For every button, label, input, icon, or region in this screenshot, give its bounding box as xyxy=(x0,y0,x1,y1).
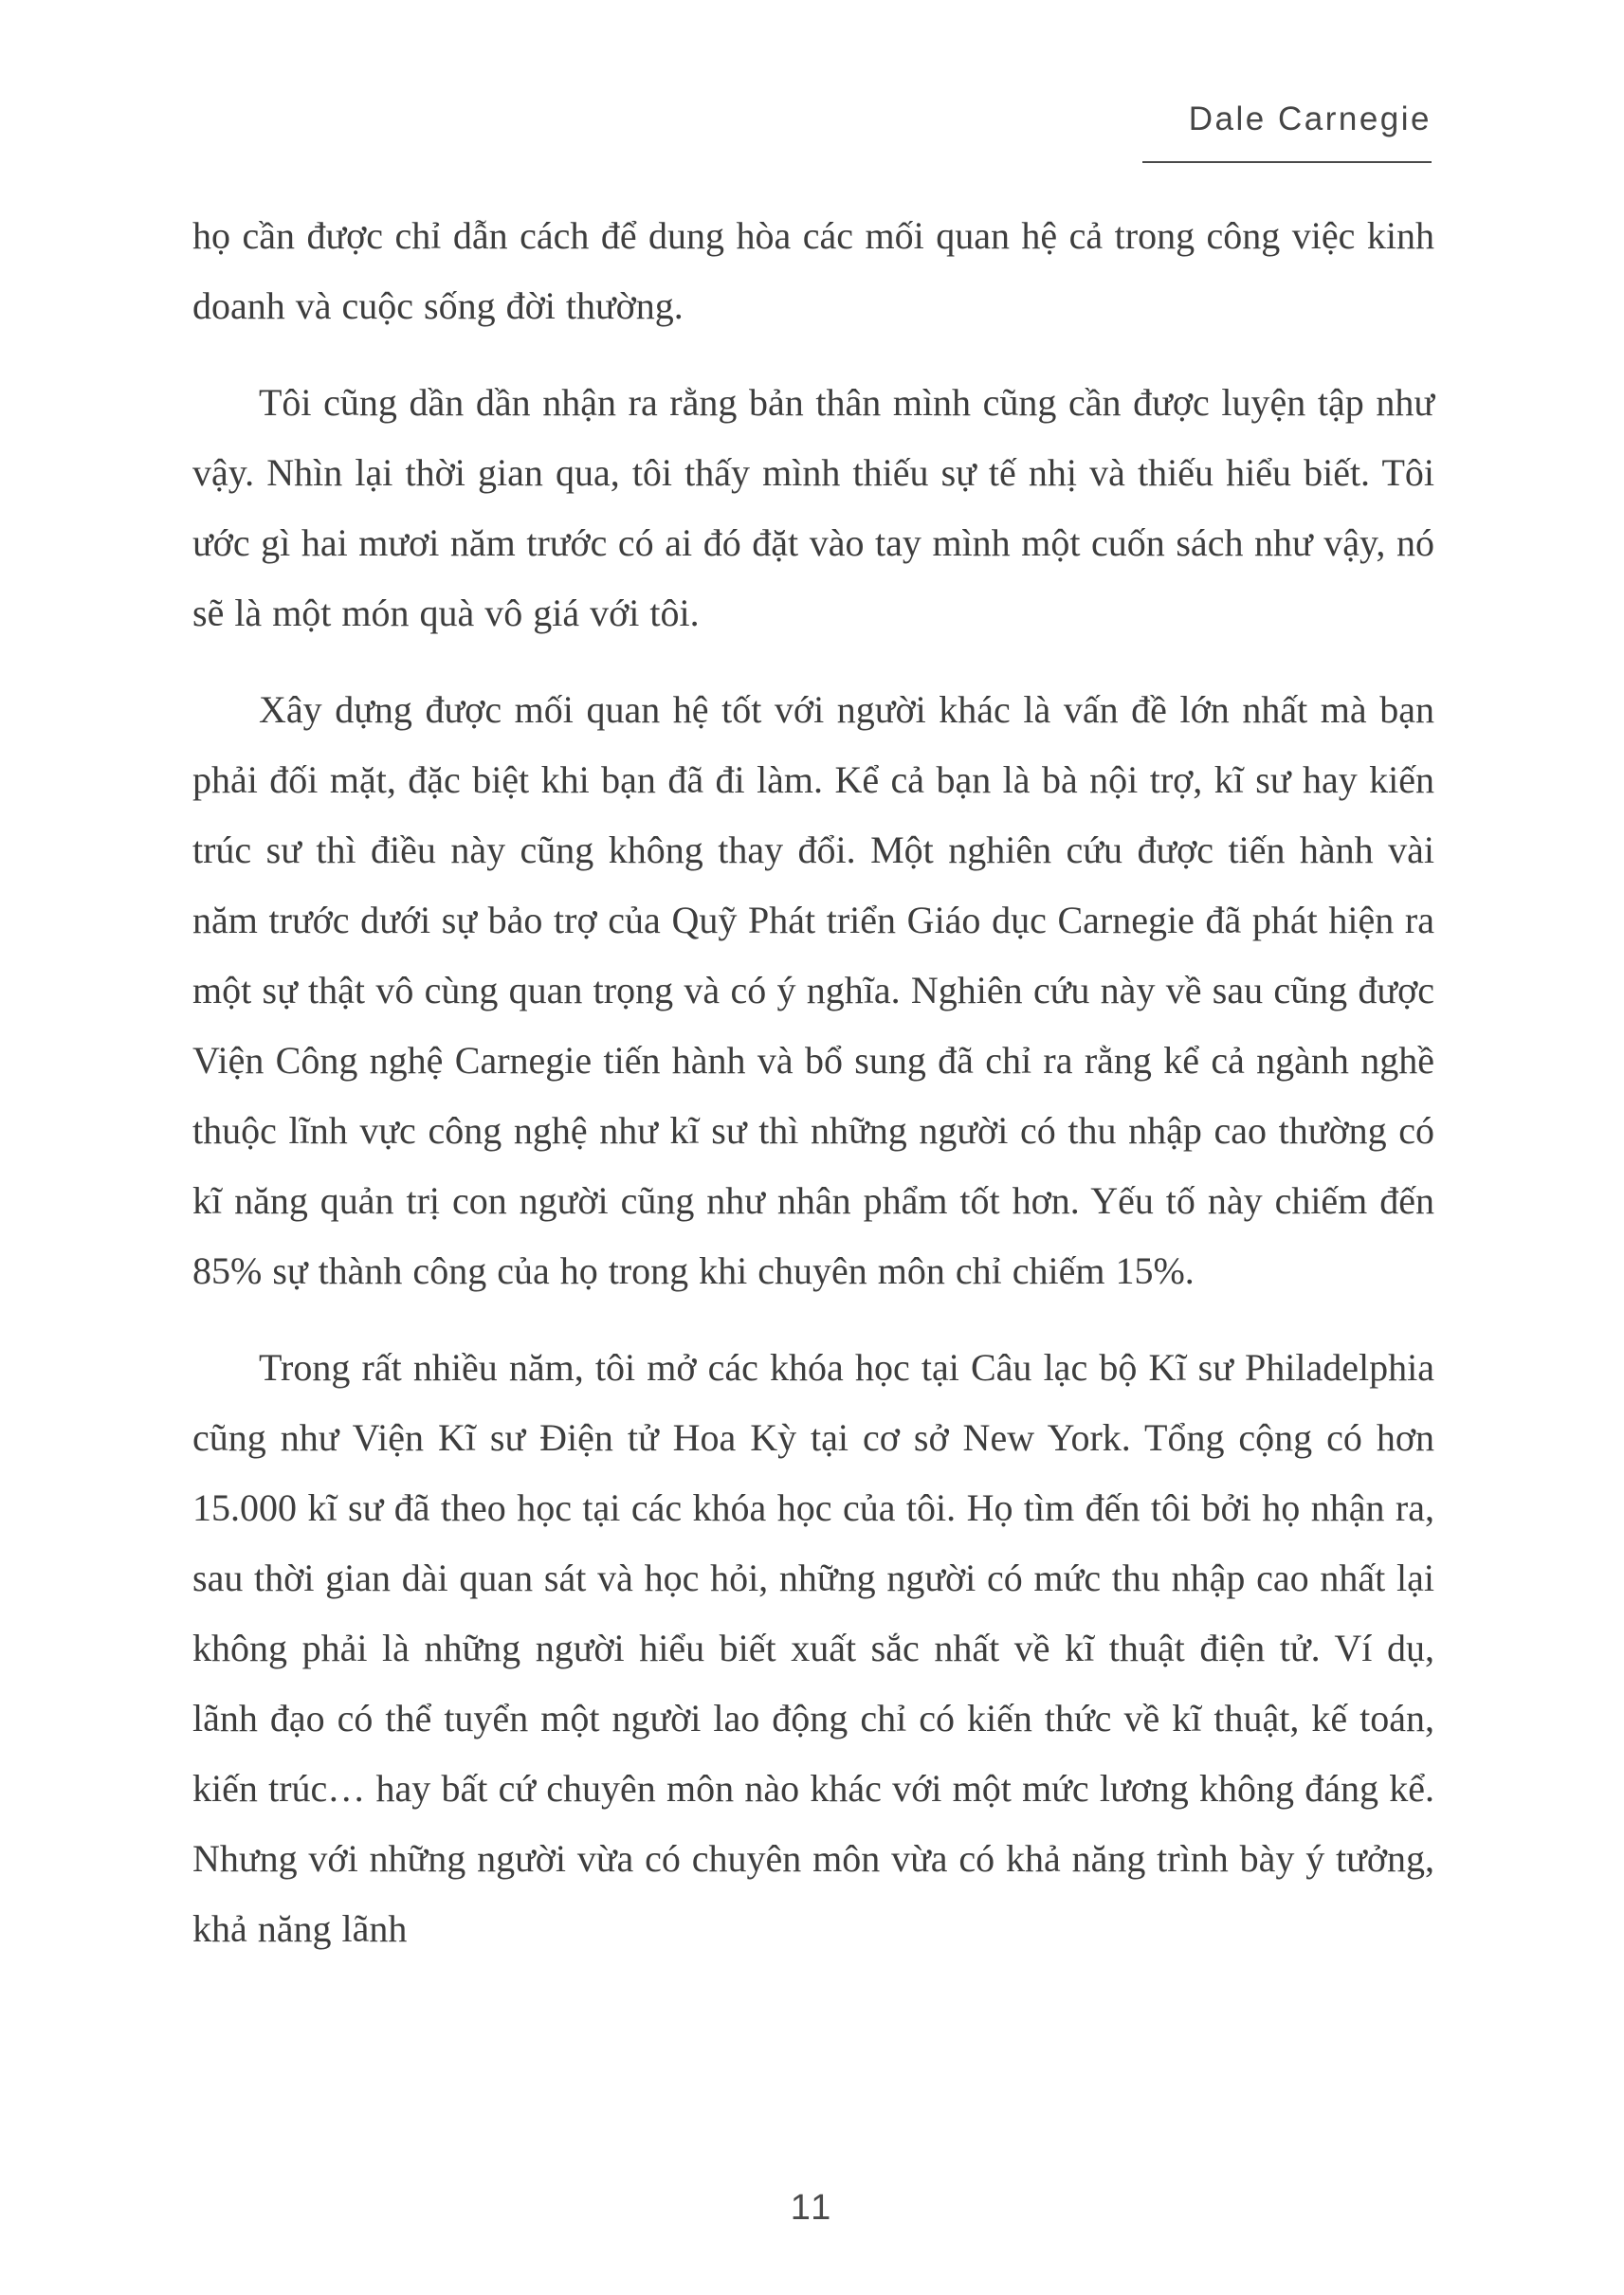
header-rule xyxy=(1142,161,1432,163)
paragraph: Xây dựng được mối quan hệ tốt với người khác là vấn đề lớn nhất mà bạn phải đối mặt, đặc biệt khi bạn đã đi làm. Kể cả bạn là bà nội trợ, kĩ sư hay kiến trúc sư thì điều này cũng không thay đổi. Một nghiên cứu được tiến hành vài năm trước dưới sự bảo trợ của Quỹ Phát triển Giáo dục Carnegie đã phát hiện ra một sự thật vô cùng quan trọng và có ý nghĩa. Nghiên cứu này về sau cũng được Viện Công nghệ Carnegie tiến hành và bổ sung đã chỉ ra rằng kể cả ngành nghề thuộc lĩnh vực công nghệ như kĩ sư thì những người có thu nhập cao thường có kĩ năng quản trị con người cũng như nhân phẩm tốt hơn. Yếu tố này chiếm đến 85% sự thành công của họ trong khi chuyên môn chỉ chiếm 15%. xyxy=(192,688,1434,1292)
paragraph: Trong rất nhiều năm, tôi mở các khóa học tại Câu lạc bộ Kĩ sư Philadelphia cũng như Viện Kĩ sư Điện tử Hoa Kỳ tại cơ sở New York. Tổng cộng có hơn 15.000 kĩ sư đã theo học tại các khóa học của tôi. Họ tìm đến tôi bởi họ nhận ra, sau thời gian dài quan sát và học hỏi, những người có mức thu nhập cao nhất lại không phải là những người hiểu biết xuất sắc nhất về kĩ thuật điện tử. Ví dụ, lãnh đạo có thể tuyển một người lao động chỉ có kiến thức về kĩ thuật, kế toán, kiến trúc… hay bất cứ chuyên môn nào khác với một mức lương không đáng kể. Nhưng với những người vừa có chuyên môn vừa có khả năng trình bày ý tưởng, khả năng lãnh xyxy=(192,1346,1434,1950)
running-header-title: Dale Carnegie xyxy=(1188,100,1432,137)
page-number: 11 xyxy=(790,2188,834,2228)
paragraph: Tôi cũng dần dần nhận ra rằng bản thân mình cũng cần được luyện tập như vậy. Nhìn lại thời gian qua, tôi thấy mình thiếu sự tế nhị và thiếu hiểu biết. Tôi ước gì hai mươi năm trước có ai đó đặt vào tay mình một cuốn sách như vậy, nó sẽ là một món quà vô giá với tôi. xyxy=(192,381,1434,634)
page-body xyxy=(192,201,1434,1991)
paragraph: họ cần được chỉ dẫn cách để dung hòa các mối quan hệ cả trong công việc kinh doanh và cuộc sống đời thường. xyxy=(192,214,1434,327)
